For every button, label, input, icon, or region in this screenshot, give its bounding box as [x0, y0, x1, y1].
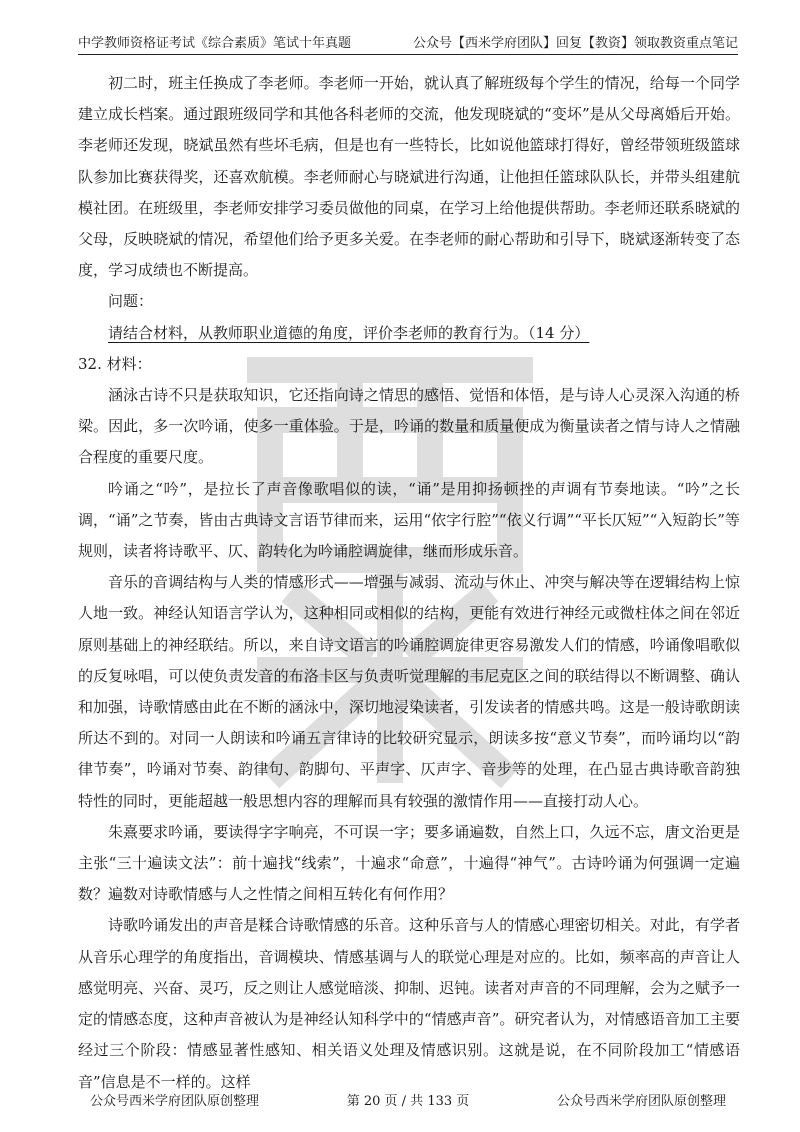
paragraph: 音乐的音调结构与人类的情感形式——增强与减弱、流动与休止、冲突与解决等在逻辑结构上惊人地一致。神经认知语言学认为，这种相同或相似的结构，更能有效进行神经元或微柱体之间在邻近原则基础上的神经联结。所以，来自诗文语言的吟诵腔调旋律更容易激发人们的情感，吟诵像唱歌似的反复咏唱，可以使负责发音的布洛卡区与负责听觉理解的韦尼克区之间的联结得以不断调整、确认和加强，诗歌情感由此在不断的涵泳中，深切地浸染读者，引发读者的情感共鸣。这是一般诗歌朗读所达不到的。对同一人朗读和吟诵五言律诗的比较研究显示，朗读多按“意义节奏”，而吟诵均以“韵律节奏”，吟诵对节奏、韵律句、韵脚句、平声字、仄声字、音步等的处理，在凸显古典诗歌音韵独特性的同时，更能超越一般思想内容的理解而具有较强的激情作用——直接打动人心。	[78, 573, 740, 810]
footer-left: 公众号西米学府团队原创整理	[90, 1094, 260, 1109]
page-number: 第 20 页 / 共 133 页	[346, 1094, 470, 1109]
paragraph: 朱熹要求吟诵，要读得字字响亮，不可误一字；要多诵遍数，自然上口，久远不忘，唐文治更是主张“三十遍读文法”：前十遍找“线索”，十遍求“命意”，十遍得“神气”。古诗吟诵为何强调一定遍数？遍数对诗歌情感与人之性情之间相互转化有何作用？	[78, 822, 740, 904]
header-promo: 公众号【西米学府团队】回复【教资】领取教资重点笔记	[412, 36, 738, 51]
paragraph: 涵泳古诗不只是获取知识，它还指向诗之情思的感悟、觉悟和体悟，是与诗人心灵深入沟通的桥梁。因此，多一次吟诵，使多一重体验。于是，吟诵的数量和质量便成为衡量读者之情与诗人之情融合程度的重要尺度。	[78, 386, 740, 467]
question-underlined: 请结合材料，从教师职业道德的角度，评价李老师的教育行为。（14 分）	[108, 323, 590, 342]
document-body	[78, 68, 740, 1098]
question-label: 问题：	[108, 292, 154, 311]
page-footer	[78, 1090, 738, 1110]
paragraph: 吟诵之“吟”，是拉长了声音像歌唱似的读，“诵”是用抑扬顿挫的声调有节奏地读。“吟”之长调，“诵”之节奏，皆由古典诗文言语节律而来，运用“依字行腔”“依义行调”“平长仄短”“入短韵长”等规则，读者将诗歌平、仄、韵转化为吟诵腔调旋律，继而形成乐音。	[78, 479, 740, 561]
page-header	[78, 28, 738, 55]
question-32-label: 32. 材料：	[78, 354, 152, 373]
footer-right: 公众号西米学府团队原创整理	[556, 1094, 726, 1109]
question-text	[78, 318, 740, 349]
header-title: 中学教师资格证考试《综合素质》笔试十年真题	[78, 36, 352, 51]
paragraph: 初二时，班主任换成了李老师。李老师一开始，就认真了解班级每个学生的情况，给每一个同学建立成长档案。通过跟班级同学和其他各科老师的交流，他发现晓斌的“变坏”是从父母离婚后开始。李老师还发现，晓斌虽然有些坏毛病，但是也有一些特长，比如说他篮球打得好，曾经带领班级篮球队参加比赛获得奖，还喜欢航模。李老师耐心与晓斌进行沟通，让他担任篮球队队长，并带头组建航模社团。在班级里，李老师安排学习委员做他的同桌，在学习上给他提供帮助。李老师还联系晓斌的父母，反映晓斌的情况，希望他们给予更多关爱。在李老师的耐心帮助和引导下，晓斌逐渐转变了态度，学习成绩也不断提高。	[78, 74, 740, 280]
paragraph: 诗歌吟诵发出的声音是糅合诗歌情感的乐音。这种乐音与人的情感心理密切相关。对此，有学者从音乐心理学的角度指出，音调模块、情感基调与人的联觉心理是对应的。比如，频率高的声音让人感觉明亮、兴奋、灵巧，反之则让人感觉暗淡、抑制、迟钝。读者对声音的不同理解，会为之赋予一定的情感态度，这种声音被认为是神经认知科学中的“情感声音”。研究者认为，对情感语音加工主要经过三个阶段：情感显著性感知、相关语义处理及情感识别。这就是说，在不同阶段加工“情感语音”信息是不一样的。这样	[78, 916, 740, 1091]
